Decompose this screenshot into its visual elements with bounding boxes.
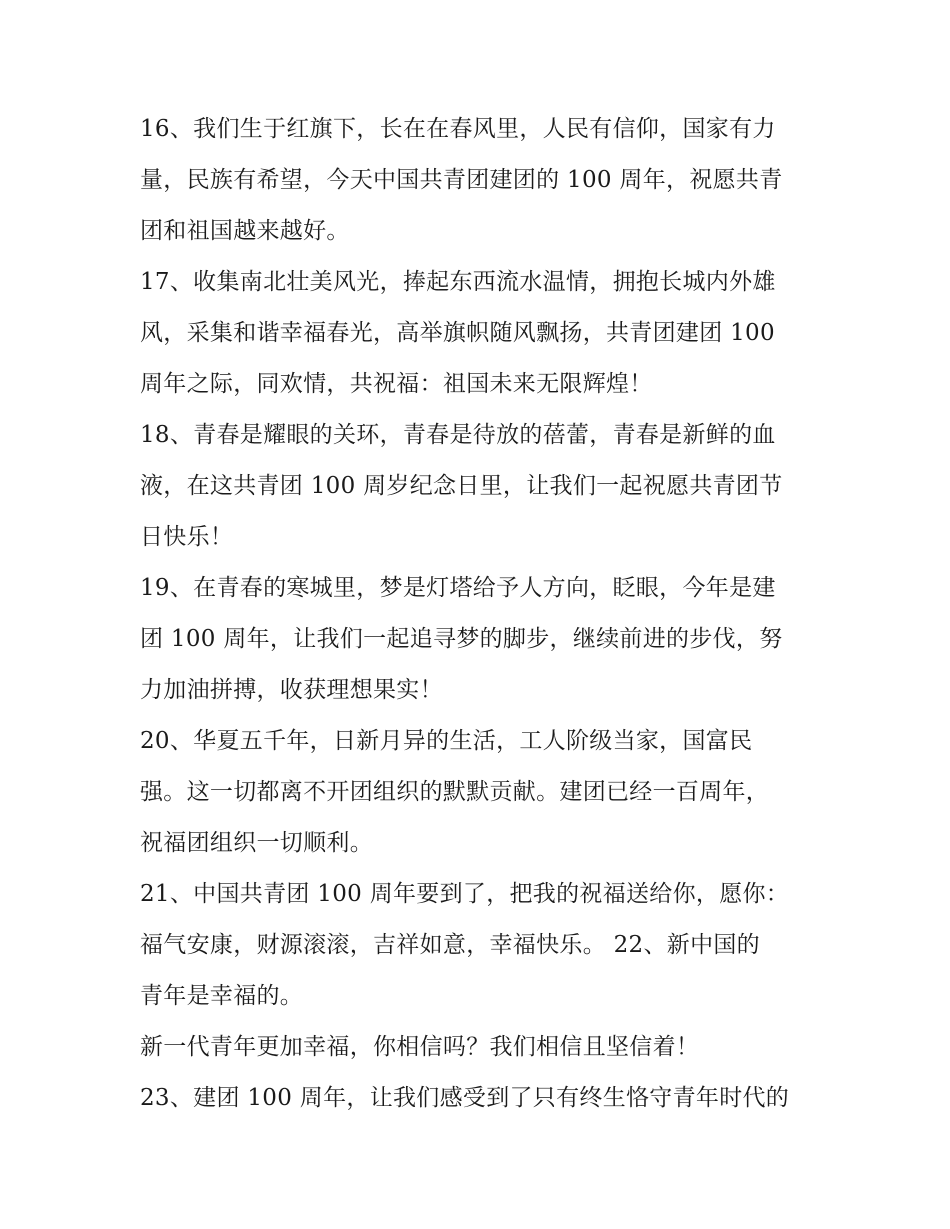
text-line: 19、在青春的寒城里，梦是灯塔给予人方向，眨眼，今年是建	[140, 575, 776, 601]
text-line: 20、华夏五千年，日新月异的生活，工人阶级当家，国富民	[140, 728, 753, 754]
text-line: 量，民族有希望，今天中国共青团建团的 100 周年，祝愿共青	[140, 167, 783, 193]
text-line: 21、中国共青团 100 周年要到了，把我的祝福送给你，愿你：	[140, 881, 790, 907]
text-line: 强。这一切都离不开团组织的默默贡献。建团已经一百周年，	[140, 779, 770, 805]
text-line: 18、青春是耀眼的关环，青春是待放的蓓蕾，青春是新鲜的血	[140, 422, 776, 448]
text-line: 力加油拼搏，收获理想果实！	[140, 677, 443, 703]
text-line: 23、建团 100 周年，让我们感受到了只有终生恪守青年时代的	[140, 1085, 790, 1111]
text-line: 祝福团组织一切顺利。	[140, 830, 373, 856]
text-line: 17、收集南北壮美风光，捧起东西流水温情，拥抱长城内外雄	[140, 269, 776, 295]
text-line: 周年之际，同欢情，共祝福：祖国未来无限辉煌！	[140, 371, 653, 397]
text-line: 青年是幸福的。	[140, 983, 304, 1009]
text-line: 团 100 周年，让我们一起追寻梦的脚步，继续前进的步伐，努	[140, 626, 783, 652]
text-line: 风，采集和谐幸福春光，高举旗帜随风飘扬，共青团建团 100	[140, 320, 775, 346]
text-line: 液，在这共青团 100 周岁纪念日里，让我们一起祝愿共青团节	[140, 473, 783, 499]
document-body	[140, 104, 810, 1124]
text-line: 福气安康，财源滚滚，吉祥如意，幸福快乐。 22、新中国的	[140, 932, 760, 958]
text-line: 16、我们生于红旗下，长在在春风里，人民有信仰，国家有力	[140, 116, 776, 142]
text-line: 新一代青年更加幸福，你相信吗？我们相信且坚信着！	[140, 1034, 700, 1060]
text-line: 日快乐！	[140, 524, 234, 550]
text-line: 团和祖国越来越好。	[140, 218, 350, 244]
